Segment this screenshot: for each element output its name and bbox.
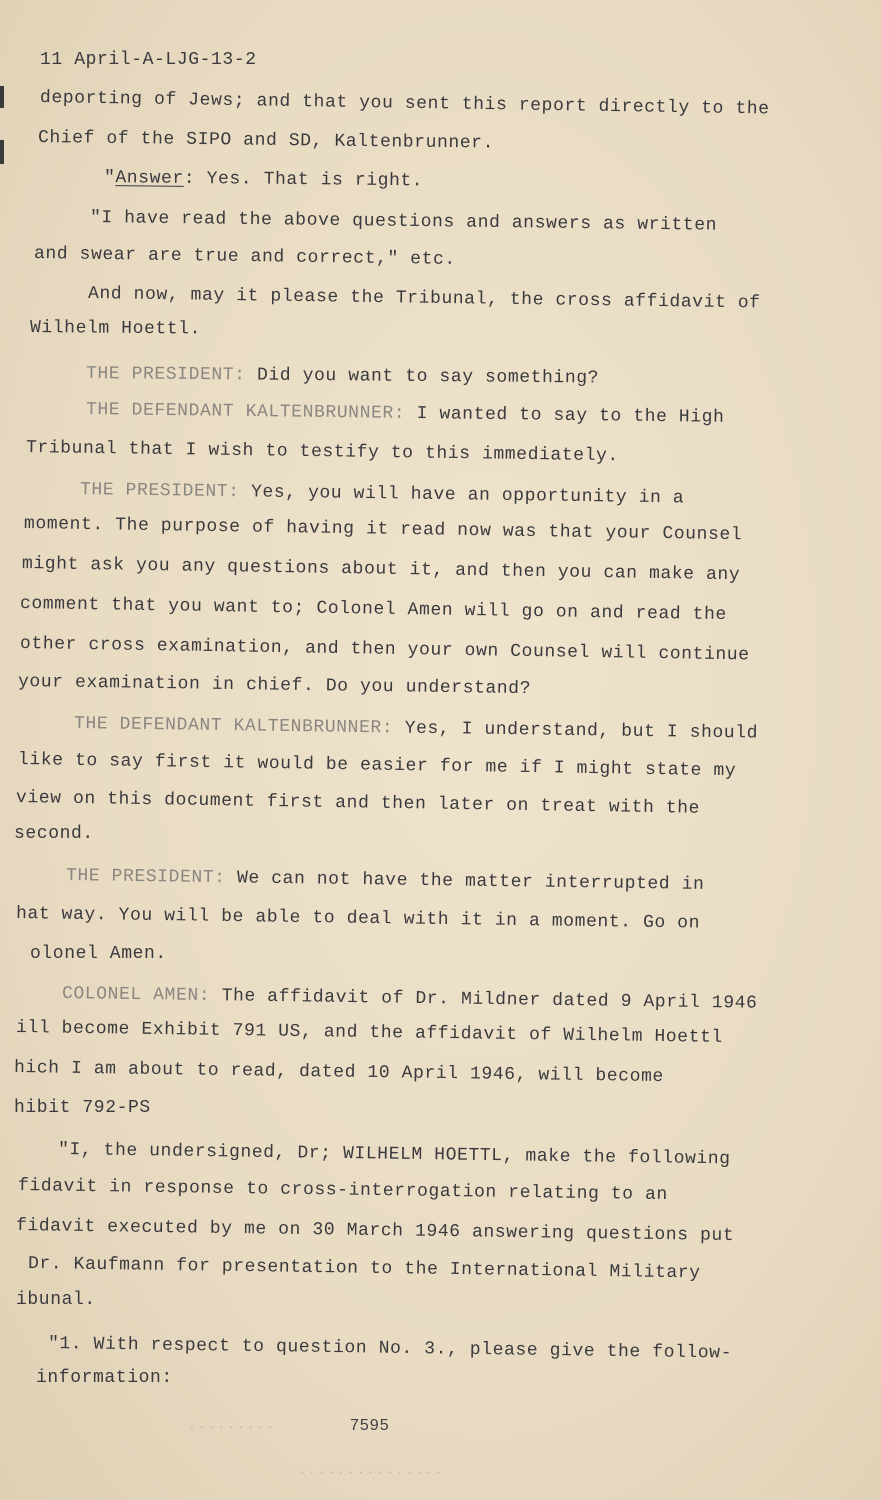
transcript-line: ibunal. xyxy=(16,1290,96,1310)
transcript-line: deporting of Jews; and that you sent this report directly to the xyxy=(39,88,770,120)
transcript-line: fidavit executed by me on 30 March 1946 answering questions put xyxy=(15,1216,735,1247)
transcript-line: comment that you want to; Colonel Amen will go on and read the xyxy=(19,594,727,626)
speaker-label: THE PRESIDENT: xyxy=(65,866,226,889)
left-edge-mark xyxy=(0,86,4,108)
transcript-line: fidavit in response to cross-interrogation relating to an xyxy=(17,1176,668,1206)
transcript-line: hibit 792-PS xyxy=(14,1098,151,1118)
left-edge-mark xyxy=(0,140,4,164)
answer-label: Answer xyxy=(115,168,184,189)
transcript-line: THE DEFENDANT KALTENBRUNNER: I wanted to say to the High xyxy=(85,400,725,428)
transcript-line: Tribunal that I wish to testify to this immediately. xyxy=(25,438,619,467)
transcript-line: information: xyxy=(36,1368,173,1388)
speaker-label: THE DEFENDANT KALTENBRUNNER: xyxy=(73,714,394,739)
transcript-line: Chief of the SIPO and SD, Kaltenbrunner. xyxy=(37,128,495,154)
footer-faint-line: . . . . . . . . . xyxy=(190,1415,274,1431)
speaker-label: THE PRESIDENT: xyxy=(79,480,240,503)
transcript-line: COLONEL AMEN: The affidavit of Dr. Mildner dated 9 April 1946 xyxy=(61,984,758,1014)
transcript-line: "I, the undersigned, Dr; WILHELM HOETTL, make the following xyxy=(57,1140,731,1170)
transcript-line: hich I am about to read, dated 10 April 1946, will become xyxy=(13,1058,664,1088)
transcript-line: "1. With respect to question No. 3., please give the follow- xyxy=(47,1334,733,1364)
transcript-line: moment. The purpose of having it read now was that your Counsel xyxy=(23,514,743,546)
transcript-line: view on this document first and then later on treat with the xyxy=(15,788,701,819)
transcript-line: Dr. Kaufmann for presentation to the International Military xyxy=(27,1254,701,1284)
transcript-line: Wilhelm Hoettl. xyxy=(29,318,202,340)
transcript-line: ill become Exhibit 791 US, and the affidavit of Wilhelm Hoettl xyxy=(15,1018,723,1048)
footer-page-number: 7595 xyxy=(350,1417,390,1434)
transcript-line: might ask you any questions about it, and then you can make any xyxy=(21,554,741,586)
transcript-line: other cross examination, and then your own Counsel will continue xyxy=(19,634,750,666)
transcript-line: And now, may it please the Tribunal, the cross affidavit of xyxy=(87,284,761,314)
transcript-line: olonel Amen. xyxy=(30,944,167,964)
speaker-label: COLONEL AMEN: xyxy=(61,984,211,1007)
transcript-line: second. xyxy=(14,824,94,844)
transcript-line: THE PRESIDENT: We can not have the matter interrupted in xyxy=(65,866,705,895)
transcript-line: and swear are true and correct," etc. xyxy=(33,244,456,270)
transcript-line: "I have read the above questions and answers as written xyxy=(89,208,718,236)
transcript-line: "Answer: Yes. That is right. xyxy=(103,168,424,192)
speaker-label: THE PRESIDENT: xyxy=(85,364,246,386)
transcript-line: THE DEFENDANT KALTENBRUNNER: Yes, I understand, but I should xyxy=(73,714,759,744)
transcript-line: hat way. You will be able to deal with it in a moment. Go on xyxy=(15,904,701,934)
footer-faint-line: . . . . . . . . . . . . . . . xyxy=(300,1460,442,1476)
page-reference: 11 April-A-LJG-13-2 xyxy=(40,50,257,70)
speaker-label: THE DEFENDANT KALTENBRUNNER: xyxy=(85,400,406,424)
transcript-line: THE PRESIDENT: Yes, you will have an opportunity in a xyxy=(79,480,685,509)
transcript-line: like to say first it would be easier for me if I might state my xyxy=(17,750,737,782)
transcript-line: your examination in chief. Do you understand? xyxy=(17,672,532,700)
transcript-line: THE PRESIDENT: Did you want to say something? xyxy=(85,364,600,389)
